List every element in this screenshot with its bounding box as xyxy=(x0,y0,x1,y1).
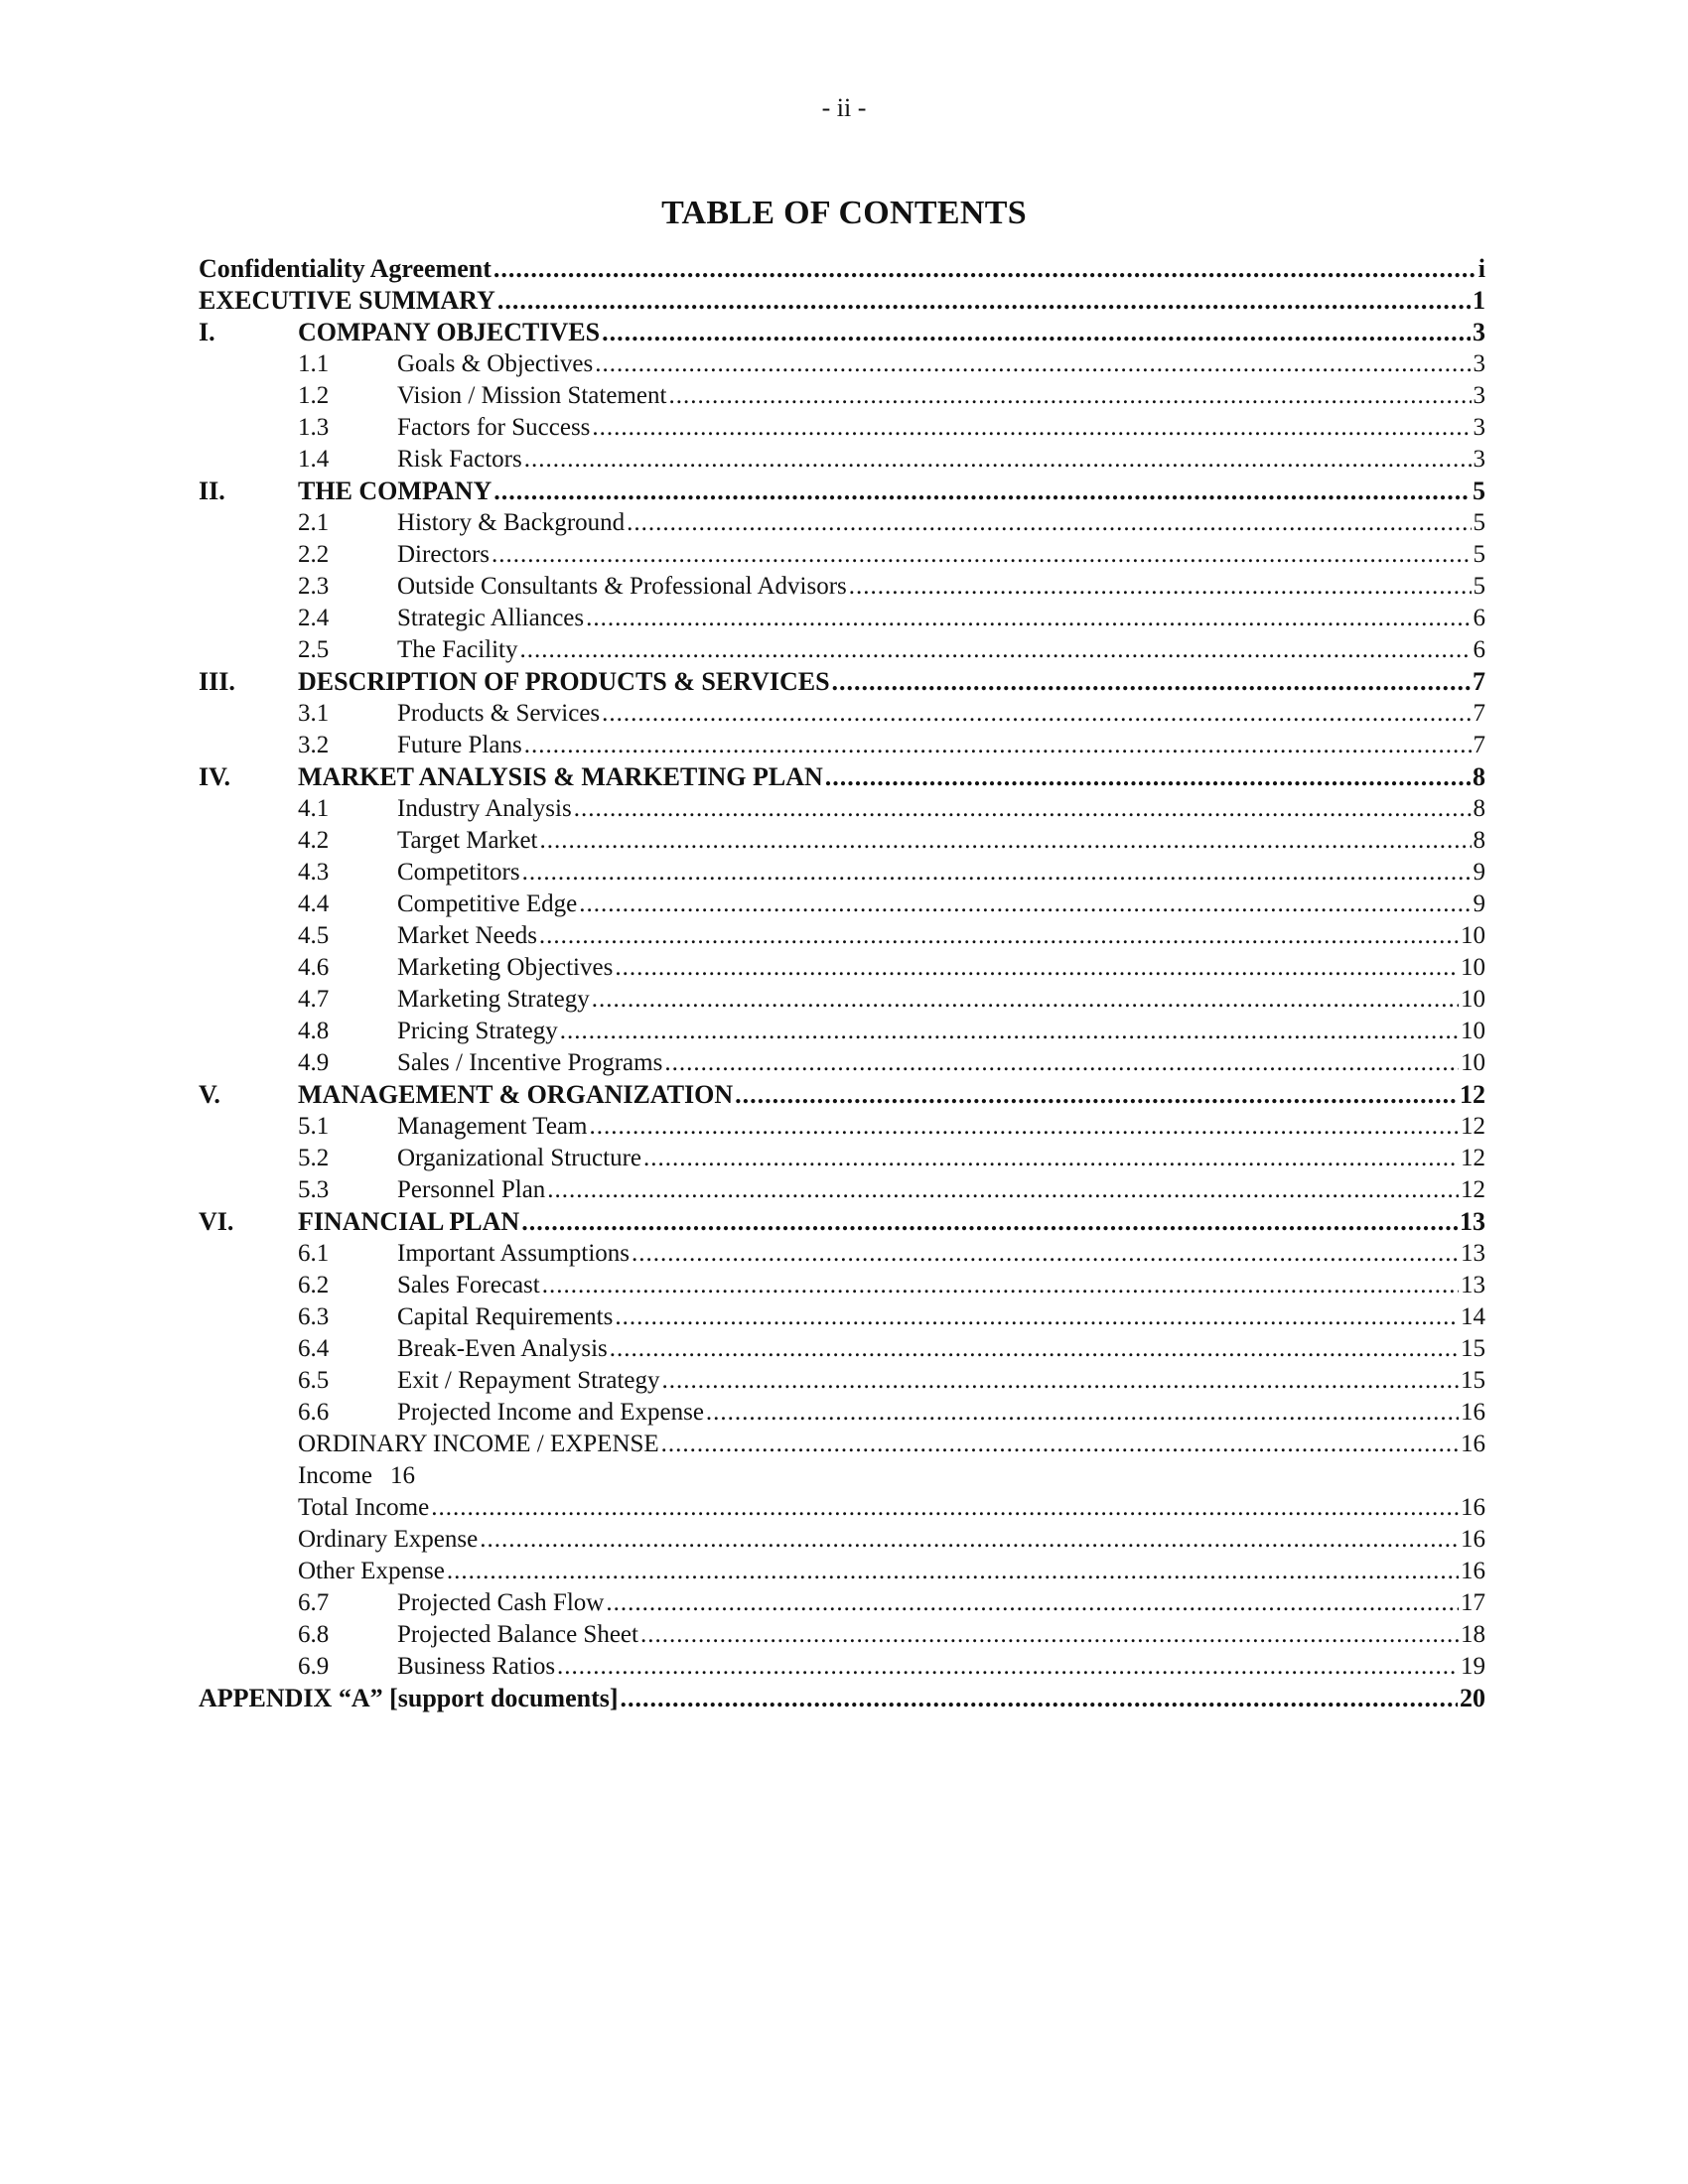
toc-entry-title: Market Needs xyxy=(397,922,537,949)
toc-entry-title: MARKET ANALYSIS & MARKETING PLAN xyxy=(298,762,823,791)
dot-leader xyxy=(640,1619,1459,1651)
toc-entry-page: 6 xyxy=(1473,605,1485,631)
toc-entry-page: 15 xyxy=(1461,1367,1485,1394)
dot-leader xyxy=(595,348,1471,380)
toc-entry-number: 6.2 xyxy=(298,1272,330,1298)
toc-entry-number: 3.2 xyxy=(298,732,330,758)
dot-leader xyxy=(557,1651,1459,1683)
toc-entry-title: THE COMPANY xyxy=(298,477,492,505)
toc-entry-number: 4.6 xyxy=(298,954,330,981)
toc-entry xyxy=(199,1238,1485,1270)
dot-leader xyxy=(610,1333,1459,1365)
toc-entry xyxy=(199,1619,1485,1651)
toc-entry-number: 1.1 xyxy=(298,350,330,377)
toc-entry-title: Vision / Mission Statement xyxy=(397,382,667,409)
toc-entry-title: Important Assumptions xyxy=(397,1240,631,1267)
toc-entry-title: Pricing Strategy xyxy=(397,1018,558,1044)
dot-leader xyxy=(668,380,1471,412)
toc-entry xyxy=(199,1587,1485,1619)
dot-leader xyxy=(493,253,1477,285)
toc-entry xyxy=(199,285,1485,317)
toc-entry-title: Products & Services xyxy=(397,700,601,727)
toc-entry-number: 4.3 xyxy=(298,859,330,886)
toc-entry-title: Income xyxy=(298,1462,372,1489)
dot-leader xyxy=(542,1270,1459,1301)
toc-entry-number: 6.6 xyxy=(298,1399,330,1426)
toc-entry-page: 18 xyxy=(1461,1621,1485,1648)
toc-entry-page: 10 xyxy=(1461,986,1485,1013)
toc-entry-page: 3 xyxy=(1473,414,1485,441)
toc-entry-title: APPENDIX “A” [support documents] xyxy=(199,1684,619,1712)
toc-entry-title: Confidentiality Agreement xyxy=(199,254,492,283)
dot-leader xyxy=(579,888,1471,920)
dot-leader xyxy=(832,666,1471,698)
dot-leader xyxy=(524,444,1472,476)
dot-leader xyxy=(520,634,1472,666)
toc-entry-number: 1.2 xyxy=(298,382,330,409)
toc-entry-page: 13 xyxy=(1460,1207,1485,1236)
toc-entry-title: Break-Even Analysis xyxy=(397,1335,608,1362)
toc-entry xyxy=(199,412,1485,444)
toc-entry-number: 2.5 xyxy=(298,636,330,663)
toc-entry xyxy=(199,380,1485,412)
dot-leader xyxy=(493,476,1471,507)
toc-entry-page: 19 xyxy=(1461,1653,1485,1680)
toc-entry-number: 6.4 xyxy=(298,1335,330,1362)
toc-entry xyxy=(199,507,1485,539)
toc-entry-title: Competitive Edge xyxy=(397,890,578,917)
toc-entry-page: 10 xyxy=(1461,954,1485,981)
toc-entry-page: 3 xyxy=(1473,350,1485,377)
toc-entry xyxy=(199,1111,1485,1143)
toc-entry-page: 16 xyxy=(1461,1526,1485,1553)
toc-entry xyxy=(199,1683,1485,1714)
dot-leader xyxy=(586,603,1471,634)
toc-entry-page: 12 xyxy=(1461,1145,1485,1171)
toc-entry-number: II. xyxy=(199,477,225,505)
toc-entry-page: 10 xyxy=(1461,922,1485,949)
toc-entry-number: 2.3 xyxy=(298,573,330,600)
toc-entry-page: 7 xyxy=(1473,667,1485,696)
toc-entry-page: 9 xyxy=(1473,890,1485,917)
toc-entry xyxy=(199,1492,1485,1524)
toc-entry xyxy=(199,920,1485,952)
toc-entry-number: III. xyxy=(199,667,235,696)
dot-leader xyxy=(574,793,1472,825)
dot-leader xyxy=(560,1016,1459,1047)
toc-entry-title: Capital Requirements xyxy=(397,1303,614,1330)
toc-entry-title: Projected Income and Expense xyxy=(397,1399,704,1426)
dot-leader xyxy=(615,952,1459,984)
dot-leader xyxy=(480,1524,1459,1556)
toc-entry-title: Projected Balance Sheet xyxy=(397,1621,638,1648)
toc-entry-page: 3 xyxy=(1473,446,1485,473)
toc-entry-number: 6.3 xyxy=(298,1303,330,1330)
toc-entry xyxy=(199,444,1485,476)
toc-entry xyxy=(199,603,1485,634)
toc-entry-page: i xyxy=(1477,254,1485,283)
toc-entry-page: 3 xyxy=(1473,382,1485,409)
toc-entry-number: 4.5 xyxy=(298,922,330,949)
dot-leader xyxy=(589,1111,1459,1143)
toc-entry xyxy=(199,1079,1485,1111)
dot-leader xyxy=(492,539,1471,571)
toc-entry xyxy=(199,857,1485,888)
toc-entry xyxy=(199,571,1485,603)
dot-leader xyxy=(606,1587,1459,1619)
toc-entry-page: 13 xyxy=(1461,1272,1485,1298)
toc-entry-title: FINANCIAL PLAN xyxy=(298,1207,520,1236)
toc-entry-page: 13 xyxy=(1461,1240,1485,1267)
dot-leader xyxy=(522,857,1472,888)
toc-entry-title: Ordinary Expense xyxy=(298,1526,479,1553)
toc-entry xyxy=(199,1016,1485,1047)
toc-entry-page: 9 xyxy=(1473,859,1485,886)
toc-entry-page: 7 xyxy=(1473,732,1485,758)
toc-entry-number: 1.4 xyxy=(298,446,330,473)
toc-entry-title: Industry Analysis xyxy=(397,795,572,822)
dot-leader xyxy=(627,507,1471,539)
toc-entry xyxy=(199,1365,1485,1397)
toc-entry-title: Strategic Alliances xyxy=(397,605,585,631)
dot-leader xyxy=(849,571,1472,603)
toc-entry-number: 4.9 xyxy=(298,1049,330,1076)
dot-leader xyxy=(592,412,1471,444)
dot-leader xyxy=(431,1492,1459,1524)
toc-entry xyxy=(199,984,1485,1016)
dot-leader xyxy=(539,920,1459,952)
toc-entry-page: 12 xyxy=(1460,1080,1485,1109)
dot-leader xyxy=(602,317,1471,348)
toc-entry-page: 14 xyxy=(1461,1303,1485,1330)
toc-entry-page: 16 xyxy=(1461,1431,1485,1457)
toc-entry-number: IV. xyxy=(199,762,231,791)
toc-entry xyxy=(199,888,1485,920)
toc-entry-number: V. xyxy=(199,1080,220,1109)
toc-entry-title: Management Team xyxy=(397,1113,588,1140)
toc-entry xyxy=(199,1333,1485,1365)
toc-entry xyxy=(199,1301,1485,1333)
toc-entry xyxy=(199,1397,1485,1429)
toc-entry-title: Goals & Objectives xyxy=(397,350,594,377)
toc-entry-page: 12 xyxy=(1461,1176,1485,1203)
toc-entry-title: EXECUTIVE SUMMARY xyxy=(199,286,495,315)
toc-entry-title: The Facility xyxy=(397,636,518,663)
toc-entry-page: 1 xyxy=(1473,286,1485,315)
dot-leader xyxy=(521,1206,1458,1238)
toc-entry xyxy=(199,1270,1485,1301)
toc-entry-title: Target Market xyxy=(397,827,538,854)
toc-entry-number: 5.3 xyxy=(298,1176,330,1203)
toc-entry-page: 10 xyxy=(1461,1018,1485,1044)
toc-entry-title: Outside Consultants & Professional Advisors xyxy=(397,573,847,600)
toc-entry xyxy=(199,1143,1485,1174)
dot-leader xyxy=(497,285,1471,317)
toc-entry-title: Other Expense xyxy=(298,1558,445,1584)
toc-entry-page: 7 xyxy=(1473,700,1485,727)
toc-entry-page: 5 xyxy=(1473,541,1485,568)
toc-entry-page: 12 xyxy=(1461,1113,1485,1140)
toc-entry-number: 2.4 xyxy=(298,605,330,631)
dot-leader xyxy=(825,761,1471,793)
toc-entry xyxy=(199,539,1485,571)
toc-entry-page: 16 xyxy=(1461,1399,1485,1426)
dot-leader xyxy=(547,1174,1459,1206)
toc-entry-title: Sales / Incentive Programs xyxy=(397,1049,663,1076)
toc-entry xyxy=(199,634,1485,666)
dot-leader xyxy=(706,1397,1459,1429)
toc-entry-page: 8 xyxy=(1473,762,1485,791)
toc-entry xyxy=(199,730,1485,761)
toc-entry xyxy=(199,1429,1485,1460)
toc-entry-page: 8 xyxy=(1473,827,1485,854)
toc-entry-page: 3 xyxy=(1473,318,1485,346)
toc-entry-page: 17 xyxy=(1461,1589,1485,1616)
toc-entry-title: MANAGEMENT & ORGANIZATION xyxy=(298,1080,734,1109)
toc-entry-title: Projected Cash Flow xyxy=(397,1589,605,1616)
dot-leader xyxy=(643,1143,1459,1174)
toc-entry xyxy=(199,761,1485,793)
toc-entry-page: 20 xyxy=(1460,1684,1485,1712)
toc-entry-title: Factors for Success xyxy=(397,414,591,441)
toc-entry-number: 3.1 xyxy=(298,700,330,727)
toc-entry-number: VI. xyxy=(199,1207,234,1236)
toc-entry xyxy=(199,952,1485,984)
dot-leader xyxy=(661,1429,1459,1460)
toc-entry-page: 5 xyxy=(1473,509,1485,536)
dot-leader xyxy=(664,1047,1459,1079)
toc-entry-page: 5 xyxy=(1473,573,1485,600)
toc-entry-title: Business Ratios xyxy=(397,1653,556,1680)
toc-entry-number: 2.1 xyxy=(298,509,330,536)
toc-entry-title: Personnel Plan xyxy=(397,1176,546,1203)
dot-leader xyxy=(602,698,1471,730)
toc-entry-title: COMPANY OBJECTIVES xyxy=(298,318,601,346)
toc-entry-number: 6.5 xyxy=(298,1367,330,1394)
toc-entry xyxy=(199,348,1485,380)
toc-entry-number: 4.2 xyxy=(298,827,330,854)
toc-entry-title: History & Background xyxy=(397,509,626,536)
table-of-contents xyxy=(199,253,1485,1714)
dot-leader xyxy=(632,1238,1459,1270)
toc-entry-title: Marketing Objectives xyxy=(397,954,614,981)
toc-entry xyxy=(199,825,1485,857)
toc-entry-page: 16 xyxy=(389,1462,415,1489)
toc-entry-title: ORDINARY INCOME / EXPENSE xyxy=(298,1431,659,1457)
toc-entry xyxy=(199,1651,1485,1683)
toc-entry xyxy=(199,317,1485,348)
toc-entry-number: 6.9 xyxy=(298,1653,330,1680)
toc-entry-number: 4.4 xyxy=(298,890,330,917)
toc-entry xyxy=(199,253,1485,285)
toc-entry-page: 6 xyxy=(1473,636,1485,663)
dot-leader xyxy=(621,1683,1458,1714)
toc-entry-title: Future Plans xyxy=(397,732,522,758)
toc-entry-page: 16 xyxy=(1461,1494,1485,1521)
toc-entry xyxy=(199,1556,1485,1587)
dot-leader xyxy=(662,1365,1459,1397)
toc-entry xyxy=(199,698,1485,730)
toc-entry-page: 5 xyxy=(1473,477,1485,505)
toc-entry-number: 6.8 xyxy=(298,1621,330,1648)
toc-entry xyxy=(199,1524,1485,1556)
toc-entry-number: 6.1 xyxy=(298,1240,330,1267)
toc-title: TABLE OF CONTENTS xyxy=(661,195,1027,231)
toc-entry-number: I. xyxy=(199,318,215,346)
toc-entry-page: 15 xyxy=(1461,1335,1485,1362)
dot-leader xyxy=(447,1556,1459,1587)
toc-entry xyxy=(199,1174,1485,1206)
toc-entry-number: 4.1 xyxy=(298,795,330,822)
toc-entry xyxy=(199,666,1485,698)
toc-entry-page: 10 xyxy=(1461,1049,1485,1076)
dot-leader xyxy=(539,825,1471,857)
toc-entry-number: 5.2 xyxy=(298,1145,330,1171)
toc-entry-title: Sales Forecast xyxy=(397,1272,540,1298)
toc-entry-title: Competitors xyxy=(397,859,520,886)
dot-leader xyxy=(615,1301,1459,1333)
dot-leader xyxy=(735,1079,1458,1111)
toc-entry-number: 1.3 xyxy=(298,414,330,441)
toc-entry-title: Risk Factors xyxy=(397,446,522,473)
toc-entry xyxy=(199,476,1485,507)
toc-entry-title: Directors xyxy=(397,541,491,568)
toc-entry xyxy=(199,1460,1485,1492)
toc-entry xyxy=(199,1047,1485,1079)
toc-entry-page: 16 xyxy=(1461,1558,1485,1584)
toc-entry-page: 8 xyxy=(1473,795,1485,822)
toc-entry-number: 4.7 xyxy=(298,986,330,1013)
toc-entry-number: 4.8 xyxy=(298,1018,330,1044)
toc-entry-number: 6.7 xyxy=(298,1589,330,1616)
toc-entry-title: Organizational Structure xyxy=(397,1145,641,1171)
toc-entry-title: DESCRIPTION OF PRODUCTS & SERVICES xyxy=(298,667,830,696)
dot-leader xyxy=(524,730,1472,761)
toc-entry-title: Exit / Repayment Strategy xyxy=(397,1367,660,1394)
toc-entry-title: Total Income xyxy=(298,1494,430,1521)
dot-leader xyxy=(592,984,1459,1016)
toc-entry-number: 2.2 xyxy=(298,541,330,568)
toc-entry-title: Marketing Strategy xyxy=(397,986,590,1013)
toc-entry xyxy=(199,1206,1485,1238)
page-number: - ii - xyxy=(821,93,867,122)
toc-entry-number: 5.1 xyxy=(298,1113,330,1140)
toc-entry xyxy=(199,793,1485,825)
